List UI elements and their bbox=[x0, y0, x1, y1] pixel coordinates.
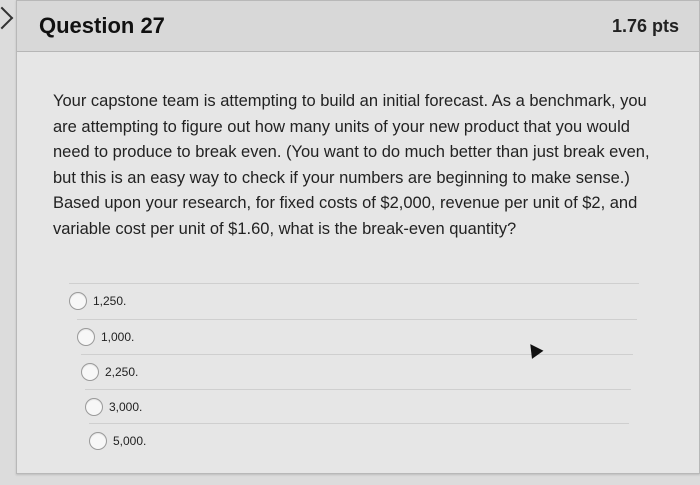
answer-option-1[interactable] bbox=[69, 283, 639, 318]
answer-label: 3,000. bbox=[109, 400, 143, 414]
answer-option-2[interactable] bbox=[77, 319, 637, 354]
question-header bbox=[17, 1, 699, 52]
question-text: Your capstone team is attempting to build an initial forecast. As a benchmark, you are attempting to figure out how many units of your new product that you would need to produce to break even. (You want to do much better than just break even, but this is an easy way to check if your numbers are beginning to make sense.) Based upon your research, for fixed costs of $2,000, revenue per unit of $2, and variable cost per unit of $1.60, what is the break-even quantity? bbox=[53, 92, 650, 238]
answer-option-4[interactable] bbox=[85, 389, 631, 424]
radio-button[interactable] bbox=[69, 292, 87, 310]
answer-label: 2,250. bbox=[105, 365, 139, 379]
radio-button[interactable] bbox=[77, 328, 95, 346]
chevron-right-icon[interactable] bbox=[0, 7, 13, 30]
answer-label: 5,000. bbox=[113, 434, 147, 448]
question-title: Question 27 bbox=[39, 13, 165, 38]
question-points: 1.76 pts bbox=[611, 15, 679, 36]
answer-label: 1,250. bbox=[93, 294, 127, 308]
radio-button[interactable] bbox=[85, 398, 103, 416]
answer-option-5[interactable] bbox=[89, 423, 629, 458]
answer-label: 1,000. bbox=[101, 330, 135, 344]
answer-option-3[interactable] bbox=[81, 354, 633, 389]
question-card bbox=[16, 0, 700, 474]
radio-button[interactable] bbox=[81, 363, 99, 381]
radio-button[interactable] bbox=[89, 432, 107, 450]
